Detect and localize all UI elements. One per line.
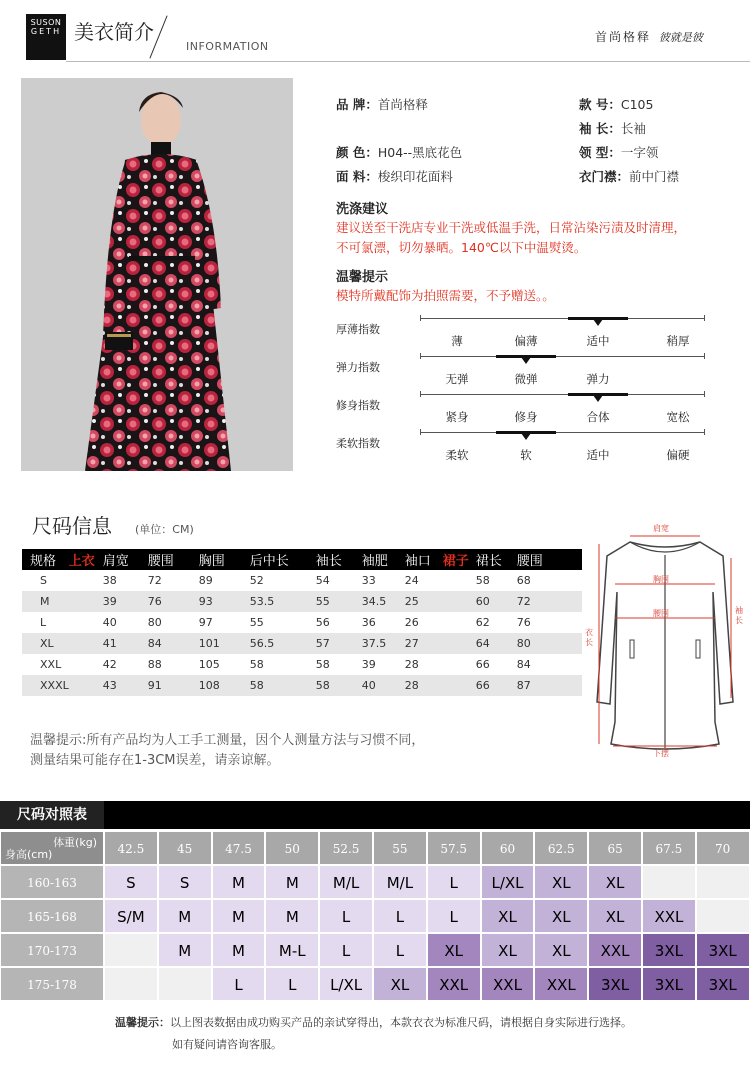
sleeve-value: 长袖 [620,121,646,136]
size-value: 40 [362,675,405,696]
index-tick [704,353,705,359]
brand-logo [26,14,66,60]
size-value: 52 [249,574,264,587]
size-value: 97 [198,616,213,629]
header-sleeve: 袖长 [316,549,362,570]
size-cell: M [158,899,212,933]
size-cell: M-L [265,933,319,967]
size-value: 36 [361,616,376,629]
size-chart-bar [0,801,750,829]
size-cell: XL [588,899,642,933]
brand-name: 首尚格释 [595,30,652,44]
index-option: 弹力 [586,372,610,386]
fabric-row [336,167,453,185]
size-value: 58 [315,658,330,671]
section-subtitle: INFORMATION [186,40,269,53]
size-value: 91 [148,675,199,696]
index-option: 稍厚 [666,334,690,348]
size-cell: L [319,899,373,933]
diagram-length: 衣长 [585,628,593,647]
header-shoulder: 肩宽 [103,549,148,570]
size-cell: L/XL [481,865,535,899]
header-waist: 腰围 [148,549,199,570]
diagram-hem: 下摆 [653,749,669,758]
size-value: 34.5 [362,591,405,612]
header-length: 后中长 [250,549,316,570]
index-scale [420,356,705,357]
size-value [69,633,103,654]
header-brand [595,28,703,45]
height-row-label: 160-163 [0,865,104,899]
chart-note-label: 温馨提示： [115,1016,170,1029]
index-option: 柔软 [445,448,469,462]
size-cell: 3XL [588,967,642,1001]
wash-line-2: 不可氯漂，切勿暴晒。140℃以下中温熨烫。 [336,240,587,255]
size-cell: XXL [481,967,535,1001]
weight-header: 62.5 [534,831,588,865]
size-spec-row [22,654,582,675]
sku-row [579,95,653,113]
size-value [69,591,103,612]
model-photo [21,78,293,471]
index-tick [420,353,421,359]
size-cell [696,899,750,933]
size-value: 58 [475,574,490,587]
size-value: 40 [102,616,117,629]
size-value: 42 [102,658,117,671]
color-value: H04--黑底花色 [377,145,463,160]
size-cell: 3XL [642,933,696,967]
index-label: 弹力指数 [336,361,380,374]
color-label: 颜 色： [336,145,378,160]
size-value: 55 [249,616,264,629]
collar-value: 一字领 [620,145,659,160]
size-cell: S/M [104,899,158,933]
size-label: S [40,574,47,587]
chart-note-line-1: 以上图表数据由成功购买产品的亲试穿得出，本款衣衣为标准尺码，请根据自身实际进行选择。 [170,1016,632,1029]
height-row-label: 170-173 [0,933,104,967]
size-value: 27 [405,633,443,654]
diagram-chest: 胸围 [653,575,669,584]
collar-label: 领 型： [579,145,621,160]
size-value: 62 [475,616,490,629]
warm-text: 模特所戴配饰为拍照需要，不予赠送。。 [336,288,555,303]
size-value: 66 [476,675,517,696]
index-label: 柔软指数 [336,437,380,450]
size-cell: XXL [534,967,588,1001]
fabric-label: 面 料： [336,169,378,184]
brand-slogan: 彼就是彼 [658,31,703,44]
size-spec-row [22,570,582,591]
color-row [336,143,462,161]
index-option: 修身 [514,410,538,424]
index-tick [420,315,421,321]
size-cell: M [212,899,266,933]
size-value: 24 [404,574,419,587]
size-cell: S [104,865,158,899]
index-level-marker [521,357,531,364]
size-cell: S [158,865,212,899]
size-value: 84 [148,633,199,654]
size-value: 64 [476,633,517,654]
size-value: 87 [517,675,582,696]
brand-label: 品 牌： [336,97,378,112]
collar-row [579,143,658,161]
size-cell: M [158,933,212,967]
size-value: 89 [198,574,213,587]
header-skirt-waist: 腰围 [517,549,582,570]
placket-label: 衣门襟： [579,169,630,184]
size-value: 54 [315,574,330,587]
size-value: 25 [405,591,443,612]
size-value: 38 [102,574,117,587]
weight-header: 47.5 [212,831,266,865]
size-value: 68 [516,574,531,587]
diagram-sleeve: 袖长 [735,606,743,625]
index-label: 厚薄指数 [336,323,380,336]
weight-header: 52.5 [319,831,373,865]
index-level-marker [593,395,603,402]
index-scale [420,432,705,433]
chart-note-line-2: 如有疑问请咨询客服。 [172,1038,282,1051]
size-cell [104,933,158,967]
size-cell: L [427,899,481,933]
size-cell: L/XL [319,967,373,1001]
size-info-unit: (单位：CM) [135,523,194,536]
size-cell: XL [588,865,642,899]
index-option: 偏薄 [514,334,538,348]
size-spec-row [22,591,582,612]
size-value: 37.5 [362,633,405,654]
size-cell: 3XL [696,967,750,1001]
size-value [443,570,476,591]
size-value: 108 [199,675,250,696]
size-cell: 3XL [642,967,696,1001]
size-value: 72 [147,574,162,587]
size-cell: XL [481,899,535,933]
weight-header: 42.5 [104,831,158,865]
index-tick [704,429,705,435]
size-spec-table [22,549,582,696]
model-illustration [21,78,293,471]
size-value [443,675,476,696]
size-label: XXXL [22,675,69,696]
header-top: 上衣 [69,549,103,570]
size-label: M [22,591,69,612]
size-cell: L [373,899,427,933]
index-tick [420,391,421,397]
header-skirt: 裙子 [443,549,476,570]
height-row-label: 165-168 [0,899,104,933]
size-value: 39 [361,658,376,671]
weight-header: 65 [588,831,642,865]
size-value [443,633,476,654]
placket-row [579,167,679,185]
size-cell: L [212,967,266,1001]
size-value: 105 [198,658,220,671]
size-value: 80 [517,633,582,654]
size-cell: 3XL [696,933,750,967]
height-row-label: 175-178 [0,967,104,1001]
size-cell [696,865,750,899]
index-option: 适中 [586,334,610,348]
weight-header: 60 [481,831,535,865]
size-value: 66 [475,658,490,671]
size-cell: M/L [319,865,373,899]
size-value [69,675,103,696]
diagram-waist: 腰围 [653,609,669,618]
size-value: 72 [517,591,582,612]
header-chest: 胸围 [199,549,250,570]
size-value: 76 [516,616,531,629]
size-cell: M [212,865,266,899]
wash-title: 洗涤建议 [336,202,389,217]
coat-outline-drawing [585,522,745,762]
size-label: XXL [40,658,62,671]
size-cell: XXL [588,933,642,967]
size-label: XL [22,633,69,654]
weight-header: 55 [373,831,427,865]
brand-row [336,95,428,113]
index-tick [420,429,421,435]
garment-diagram [585,522,745,762]
size-cell: XXL [427,967,481,1001]
weight-header: 67.5 [642,831,696,865]
size-value: 55 [316,591,362,612]
size-cell: XL [534,899,588,933]
size-value [69,612,103,633]
index-option: 合体 [586,410,610,424]
size-value: 33 [361,574,376,587]
header-sleeve-width: 袖肥 [362,549,405,570]
size-spec-row [22,633,582,654]
logo-line-2: GETH [30,27,62,36]
brand-value: 首尚格释 [377,97,428,112]
size-value [443,591,476,612]
wash-line-1: 建议送至干洗店专业干洗或低温手洗，日常沾染污渍及时清理， [336,220,687,235]
diagram-shoulder: 肩宽 [653,524,669,533]
size-cell: L [427,865,481,899]
size-cell: L [319,933,373,967]
height-axis-label: 身高(cm) [5,848,53,861]
size-cell: XL [481,933,535,967]
sku-label: 款 号： [579,97,621,112]
size-chart-title: 尺码对照表 [0,801,104,829]
sleeve-row [579,119,646,137]
weight-header: 50 [265,831,319,865]
index-tick [704,391,705,397]
weight-header: 57.5 [427,831,481,865]
weight-axis-label: 体重(kg) [53,836,97,849]
header-cuff: 袖口 [405,549,443,570]
header-rule [66,61,750,62]
weight-height-corner [0,831,104,865]
size-value: 57 [316,633,362,654]
size-value [69,654,103,675]
header-spec: 规格 [22,549,69,570]
size-value [443,654,476,675]
sku-value: C105 [620,97,654,112]
size-cell: M [265,865,319,899]
measure-tip [30,731,424,771]
size-info-title: 尺码信息 [32,514,112,538]
size-cell: M/L [373,865,427,899]
index-option: 微弹 [514,372,538,386]
size-value: 26 [404,616,419,629]
size-value: 60 [476,591,517,612]
index-option: 软 [520,448,532,462]
size-value: 58 [250,675,316,696]
size-spec-header [22,549,582,570]
section-title: 美衣简介 [74,20,154,44]
index-scale [420,394,705,395]
index-option: 偏硬 [666,448,690,462]
size-value: 58 [316,675,362,696]
fabric-value: 梭织印花面料 [377,169,453,184]
size-value: 56.5 [250,633,316,654]
size-cell [104,967,158,1001]
size-value: 88 [147,658,162,671]
size-cell [642,865,696,899]
size-value: 41 [103,633,148,654]
measure-tip-line-2: 测量结果可能存在1-3CM误差，请亲谅解。 [30,753,280,768]
warm-title: 温馨提示 [336,270,389,285]
size-cell: L [265,967,319,1001]
size-cell: L [373,933,427,967]
index-option: 宽松 [666,410,690,424]
size-cell: M [212,933,266,967]
size-value: 56 [315,616,330,629]
size-cell: XL [373,967,427,1001]
sleeve-label: 袖 长： [579,121,621,136]
size-cell: XL [534,865,588,899]
index-option: 适中 [586,448,610,462]
index-scale [420,318,705,319]
size-cell: M [265,899,319,933]
index-option: 无弹 [445,372,469,386]
index-option: 紧身 [445,410,469,424]
size-value: 76 [148,591,199,612]
size-cell: XXL [642,899,696,933]
size-cell: XL [534,933,588,967]
size-value: 39 [103,591,148,612]
size-spec-row [22,612,582,633]
size-value: 101 [199,633,250,654]
weight-header: 70 [696,831,750,865]
measure-tip-line-1: 温馨提示:所有产品均为人工手工测量，因个人测量方法与习惯不同， [30,733,425,748]
index-level-marker [593,319,603,326]
chart-note [115,1014,632,1030]
size-value: 43 [103,675,148,696]
size-label: L [40,616,47,629]
placket-value: 前中门襟 [629,169,680,184]
header-skirt-length: 裙长 [476,549,517,570]
size-value [443,612,476,633]
size-value: 28 [405,675,443,696]
logo-line-1: SUSON [30,18,62,27]
size-value: 80 [147,616,162,629]
size-spec-row [22,675,582,696]
size-cell: XL [427,933,481,967]
index-option: 薄 [451,334,463,348]
size-value: 93 [199,591,250,612]
size-value: 84 [516,658,531,671]
size-value [69,570,103,591]
index-level-marker [521,433,531,440]
size-value: 28 [404,658,419,671]
weight-header: 45 [158,831,212,865]
index-tick [704,315,705,321]
index-label: 修身指数 [336,399,380,412]
size-value: 58 [249,658,264,671]
size-value: 53.5 [250,591,316,612]
size-cell [158,967,212,1001]
